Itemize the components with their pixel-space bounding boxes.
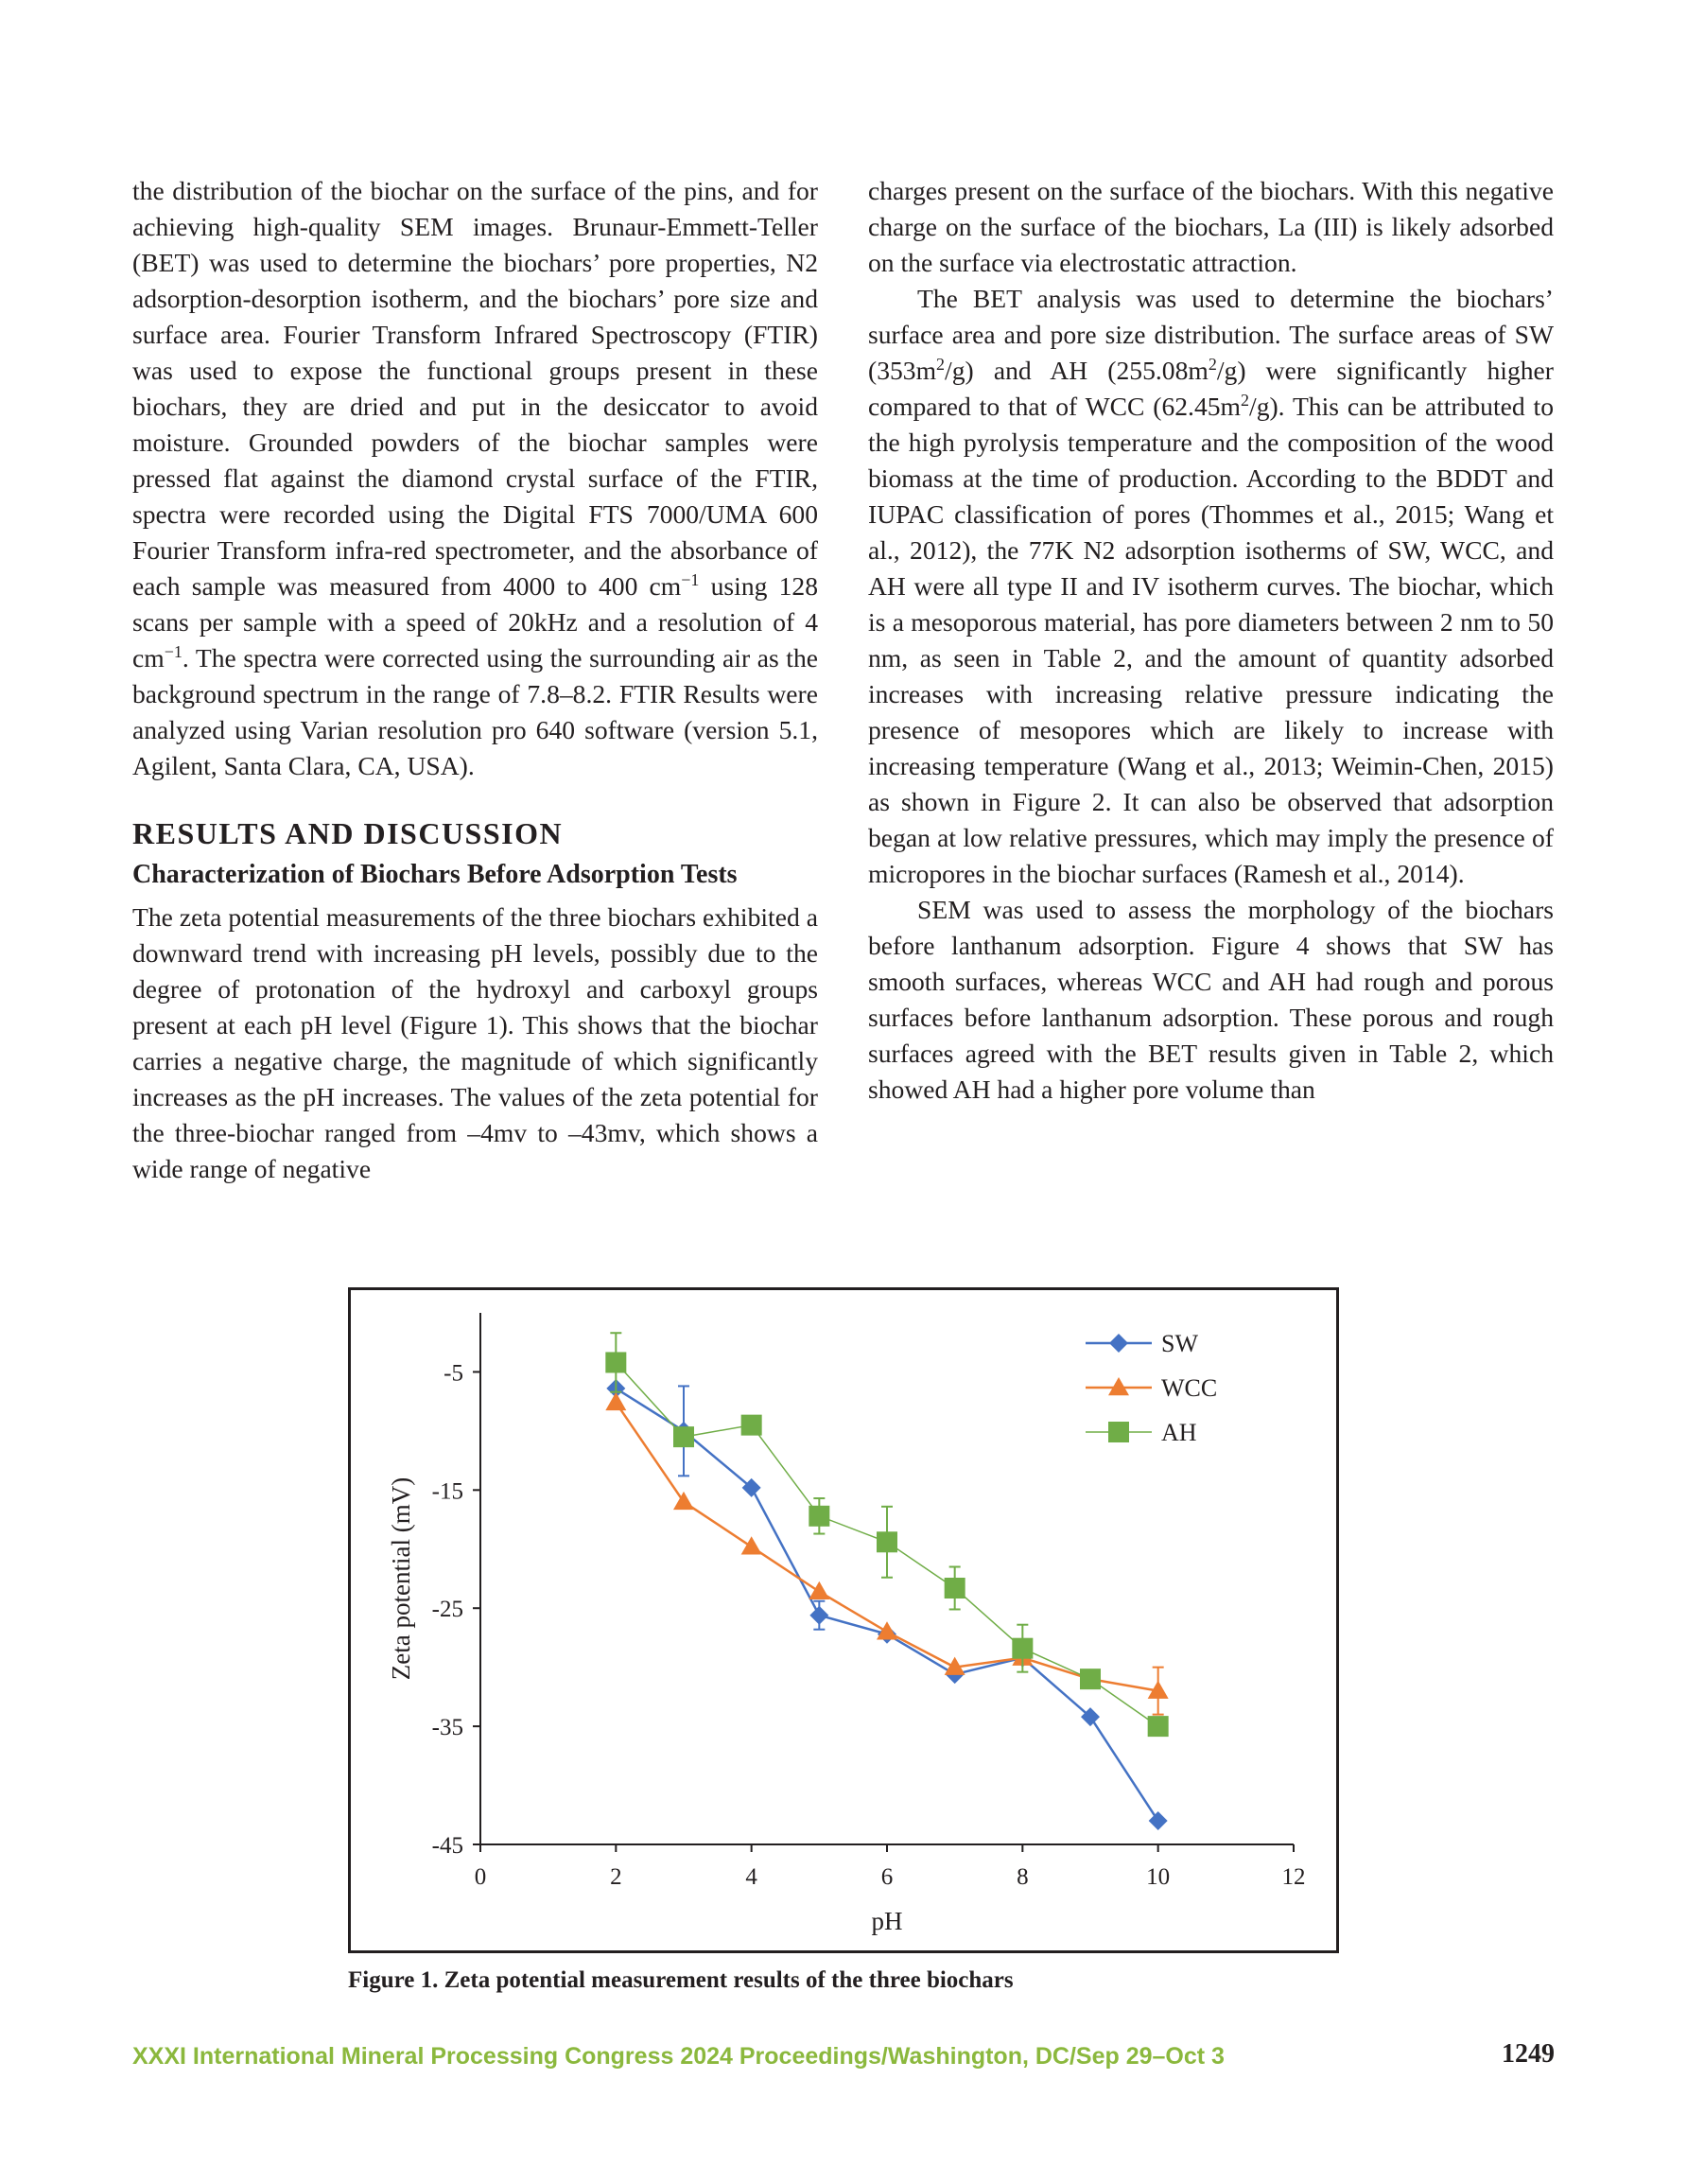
x-tick-label: 0: [474, 1864, 487, 1890]
x-tick-label: 2: [610, 1864, 622, 1890]
data-point-ah: [673, 1426, 694, 1447]
legend-label-ah: AH: [1161, 1419, 1197, 1446]
x-tick-label: 4: [745, 1864, 757, 1890]
data-point-ah: [945, 1578, 965, 1599]
legend-marker-ah: [1108, 1422, 1129, 1442]
y-tick-label: -15: [431, 1478, 463, 1505]
paragraph: charges present on the surface of the biochars. With this negative charge on the surface of the biochars, La (III) is likely adsorbed on the surface via electrostatic attraction.: [868, 176, 1554, 277]
data-point-ah: [809, 1506, 829, 1527]
right-column: [868, 173, 1554, 1108]
x-tick-label: 10: [1146, 1864, 1171, 1890]
x-tick-label: 12: [1281, 1864, 1306, 1890]
x-tick-label: 8: [1017, 1864, 1029, 1890]
subsection-heading: Characterization of Biochars Before Adsorption Tests: [132, 860, 738, 889]
page-number: 1249: [1502, 2039, 1555, 2069]
paragraph: The BET analysis was used to determine the biochars’ surface area and pore size distribution. The surface areas of SW $(353m^2/g)$ and AH $(255.08m^2/g)$ were significantly higher compared to that of WCC $(62.45m^2/g)$. This can be attributed to the high pyrolysis temperature and the composition of the wood biomass at the time of production. According to the BDDT and IUPAC classification of pores (Thommes et al., 2015; Wang et al., 2012), the 77K N2 adsorption isotherms of SW, WCC, and AH were all type II and IV isotherm curves. The biochar, which is a mesoporous material, has pore diameters between 2 nm to 50 nm, as seen in Table 2, and the amount of quantity adsorbed increases with increasing relative pressure indicating the presence of mesopores which are likely to increase with increasing temperature (Wang et al., 2013; Weimin-Chen, 2015) as shown in Figure 2. It can also be observed that adsorption began at low relative pressures, which may imply the presence of micropores in the biochar surfaces (Ramesh et al., 2014).: [868, 284, 1554, 888]
left-column: [132, 173, 818, 1187]
y-tick-label: -35: [431, 1715, 463, 1741]
y-tick-label: -5: [443, 1360, 463, 1387]
paragraph: SEM was used to assess the morphology of the biochars before lanthanum adsorption. Figure 4 shows that SW has smooth surfaces, whereas WCC and AH had rough and porous surfaces before lanthanum adsorption. These porous and rough surfaces agreed with the BET results given in Table 2, which showed AH had a higher pore volume than: [868, 895, 1554, 1104]
data-point-ah: [741, 1415, 762, 1436]
legend-label-wcc: WCC: [1161, 1374, 1218, 1402]
data-point-ah: [877, 1531, 897, 1552]
section-heading: RESULTS AND DISCUSSION: [132, 816, 564, 850]
data-point-ah: [1148, 1716, 1169, 1737]
x-tick-label: 6: [880, 1864, 894, 1890]
data-point-ah: [605, 1352, 626, 1372]
footer-proceedings: XXXI International Mineral Processing Congress 2024 Proceedings/Washington, DC/Sep 29–Oct 3: [132, 2043, 1225, 2070]
paragraph: The zeta potential measurements of the three biochars exhibited a downward trend with increasing pH levels, possibly due to the degree of protonation of the hydroxyl and carboxyl groups present at each pH level (Figure 1). This shows that the biochar carries a negative charge, the magnitude of which significantly increases as the pH increases. The values of the zeta potential for the three-biochar ranged from –4mv to –43mv, which shows a wide range of negative: [132, 902, 818, 1183]
y-tick-label: -45: [431, 1833, 463, 1859]
figure-1: [348, 1287, 1339, 1953]
x-axis-label: pH: [871, 1907, 903, 1935]
legend-label-sw: SW: [1161, 1330, 1198, 1357]
data-point-ah: [1012, 1638, 1033, 1659]
data-point-ah: [1080, 1669, 1101, 1689]
paragraph: the distribution of the biochar on the surface of the pins, and for achieving high-quality SEM images. Brunaur-Emmett-Teller (BET) was used to determine the biochars’ pore properties, N2 adsorption-desorption isotherm, and the biochars’ pore size and surface area. Fourier Transform Infrared Spectroscopy (FTIR) was used to expose the functional groups present in these biochars, they are dried and put in the desiccator to avoid moisture. Grounded powders of the biochar samples were pressed flat against the diamond crystal surface of the FTIR, spectra were recorded using the Digital FTS 7000/UMA 600 Fourier Transform infra-red spectrometer, and the absorbance of each sample was measured from 4000 to 400 $cm^{-1}$ using 128 scans per sample with a speed of 20kHz and a resolution of 4 $cm^{-1}$. The spectra were corrected using the surrounding air as the background spectrum in the range of 7.8–8.2. FTIR Results were analyzed using Varian resolution pro 640 software (version 5.1, Agilent, Santa Clara, CA, USA).: [132, 176, 819, 780]
zeta-potential-chart: [348, 1287, 1339, 1953]
y-tick-label: -25: [431, 1597, 463, 1623]
figure-caption: Figure 1. Zeta potential measurement results of the three biochars: [348, 1967, 1014, 1993]
y-axis-label: Zeta potential (mV): [387, 1476, 415, 1681]
